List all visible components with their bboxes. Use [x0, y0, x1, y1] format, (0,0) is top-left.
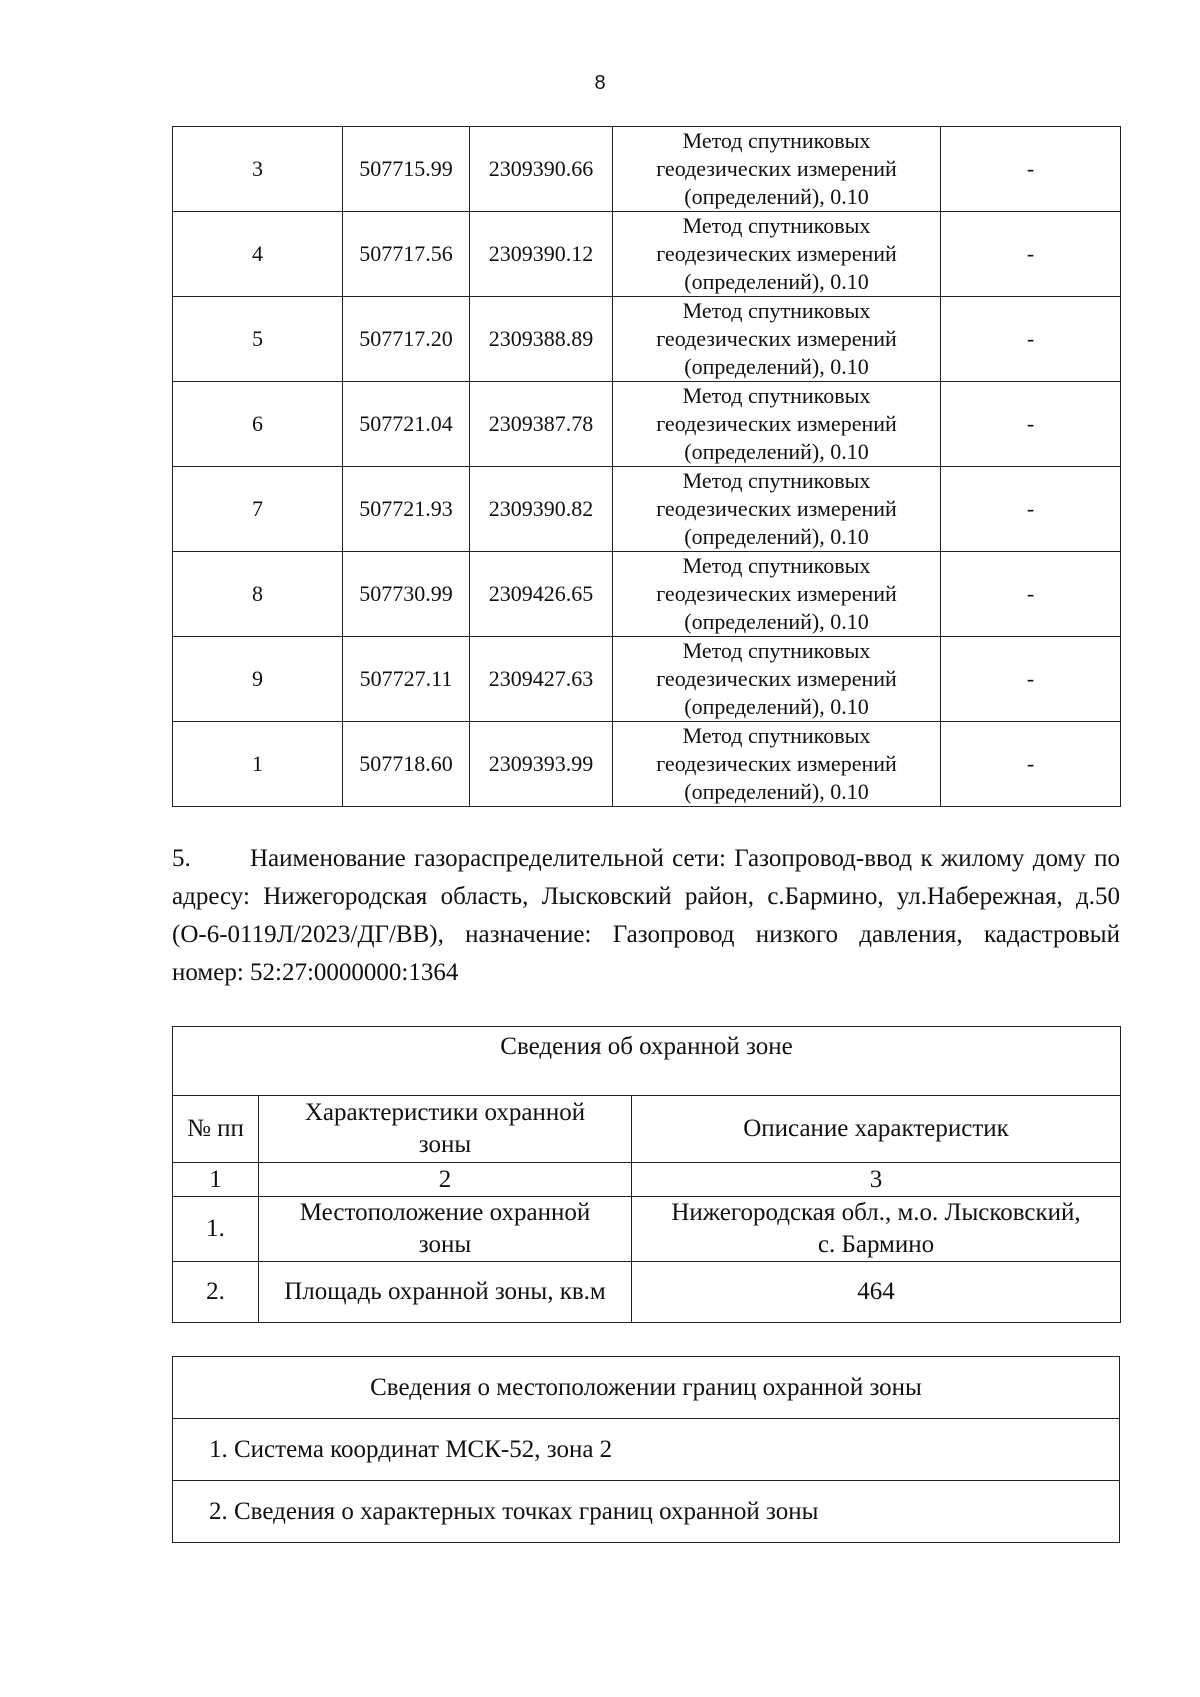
row-num: 2. [173, 1262, 259, 1323]
method-line-1: Метод спутниковых [682, 383, 871, 408]
point-number-cell: 3 [173, 127, 343, 212]
method-line-1: Метод спутниковых [682, 723, 871, 748]
method-line-3: (определений), 0.10 [684, 354, 869, 379]
index-cell-1: 1 [173, 1163, 259, 1197]
method-line-2: геодезических измерений [656, 156, 897, 181]
row-num: 1. [173, 1197, 259, 1262]
x-coordinate-cell: 507718.60 [343, 722, 470, 807]
y-coordinate-cell: 2309388.89 [470, 297, 613, 382]
protection-zone-info-table [172, 1026, 1121, 1323]
method-line-1: Метод спутниковых [682, 298, 871, 323]
coordinate-row [173, 382, 1121, 467]
x-coordinate-cell: 507721.04 [343, 382, 470, 467]
row-description [632, 1197, 1121, 1262]
method-line-3: (определений), 0.10 [684, 694, 869, 719]
header-description: Описание характеристик [632, 1096, 1121, 1163]
y-coordinate-cell: 2309426.65 [470, 552, 613, 637]
method-line-2: геодезических измерений [656, 581, 897, 606]
method-line-3: (определений), 0.10 [684, 184, 869, 209]
method-line-1: Метод спутниковых [682, 128, 871, 153]
coordinate-row [173, 212, 1121, 297]
method-line-3: (определений), 0.10 [684, 439, 869, 464]
method-line-3: (определений), 0.10 [684, 524, 869, 549]
coordinate-row [173, 552, 1121, 637]
row-description-line2: с. Бармино [817, 1231, 935, 1258]
y-coordinate-cell: 2309390.82 [470, 467, 613, 552]
header-num: № пп [173, 1096, 259, 1163]
method-line-2: геодезических измерений [656, 411, 897, 436]
section-number: 5. [172, 845, 191, 872]
coordinate-row [173, 467, 1121, 552]
x-coordinate-cell: 507717.56 [343, 212, 470, 297]
row-characteristic-line1: Местоположение охранной [299, 1199, 591, 1226]
coordinate-row [173, 722, 1121, 807]
method-line-2: геодезических измерений [656, 666, 897, 691]
y-coordinate-cell: 2309427.63 [470, 637, 613, 722]
row-characteristic [259, 1197, 632, 1262]
coordinates-table-body [173, 127, 1121, 807]
method-line-3: (определений), 0.10 [684, 609, 869, 634]
note-cell: - [941, 382, 1121, 467]
note-cell: - [941, 127, 1121, 212]
method-cell [613, 212, 941, 297]
method-line-2: геодезических измерений [656, 241, 897, 266]
coordinate-row [173, 637, 1121, 722]
method-line-2: геодезических измерений [656, 326, 897, 351]
x-coordinate-cell: 507730.99 [343, 552, 470, 637]
method-line-3: (определений), 0.10 [684, 269, 869, 294]
note-cell: - [941, 467, 1121, 552]
coordinate-row [173, 297, 1121, 382]
coordinate-row [173, 127, 1121, 212]
y-coordinate-cell: 2309390.12 [470, 212, 613, 297]
method-line-1: Метод спутниковых [682, 468, 871, 493]
method-line-2: геодезических измерений [656, 496, 897, 521]
method-line-3: (определений), 0.10 [684, 779, 869, 804]
note-cell: - [941, 722, 1121, 807]
note-cell: - [941, 552, 1121, 637]
coordinate-system-item: 1. Система координат МСК-52, зона 2 [173, 1419, 1120, 1481]
point-number-cell: 6 [173, 382, 343, 467]
method-cell [613, 297, 941, 382]
method-cell [613, 722, 941, 807]
method-line-1: Метод спутниковых [682, 213, 871, 238]
point-number-cell: 9 [173, 637, 343, 722]
header-characteristics-line2: зоны [418, 1131, 472, 1158]
note-cell: - [941, 637, 1121, 722]
point-number-cell: 5 [173, 297, 343, 382]
method-cell [613, 127, 941, 212]
index-cell-3: 3 [632, 1163, 1121, 1197]
section-5-paragraph [172, 840, 1120, 992]
note-cell: - [941, 212, 1121, 297]
method-line-1: Метод спутниковых [682, 638, 871, 663]
y-coordinate-cell: 2309393.99 [470, 722, 613, 807]
point-number-cell: 1 [173, 722, 343, 807]
header-characteristics [259, 1096, 632, 1163]
method-cell [613, 637, 941, 722]
x-coordinate-cell: 507721.93 [343, 467, 470, 552]
y-coordinate-cell: 2309390.66 [470, 127, 613, 212]
method-cell [613, 552, 941, 637]
page-number: 8 [594, 72, 606, 94]
row-characteristic: Площадь охранной зоны, кв.м [259, 1262, 632, 1323]
method-line-2: геодезических измерений [656, 751, 897, 776]
x-coordinate-cell: 507717.20 [343, 297, 470, 382]
method-cell [613, 467, 941, 552]
note-cell: - [941, 297, 1121, 382]
method-cell [613, 382, 941, 467]
x-coordinate-cell: 507715.99 [343, 127, 470, 212]
header-characteristics-line1: Характеристики охранной [304, 1099, 586, 1126]
index-cell-2: 2 [259, 1163, 632, 1197]
method-line-1: Метод спутниковых [682, 553, 871, 578]
point-number-cell: 7 [173, 467, 343, 552]
table-row [173, 1262, 1121, 1323]
row-description-line1: Нижегородская обл., м.о. Лысковский, [671, 1199, 1081, 1226]
zone-table-title: Сведения об охранной зоне [173, 1027, 1121, 1096]
row-description: 464 [632, 1262, 1121, 1323]
coordinates-table [172, 126, 1121, 807]
boundaries-table-title: Сведения о местоположении границ охранной зоны [173, 1357, 1120, 1419]
boundary-points-item: 2. Сведения о характерных точках границ охранной зоны [173, 1481, 1120, 1543]
x-coordinate-cell: 507727.11 [343, 637, 470, 722]
boundaries-info-table [172, 1356, 1120, 1543]
point-number-cell: 4 [173, 212, 343, 297]
section-text: Наименование газораспределительной сети: Газопровод-ввод к жилому дому по адресу: Нижегородская область, Лысковский район, с.Бармино, ул.Набережная, д.50 (О-6-0119Л/2023/ДГ/ВВ), назначение: Газопровод низкого давления, кадастровый номер: 52:27:0000000:1364 [172, 845, 1120, 986]
point-number-cell: 8 [173, 552, 343, 637]
y-coordinate-cell: 2309387.78 [470, 382, 613, 467]
row-characteristic-line2: зоны [418, 1231, 472, 1258]
table-row [173, 1197, 1121, 1262]
